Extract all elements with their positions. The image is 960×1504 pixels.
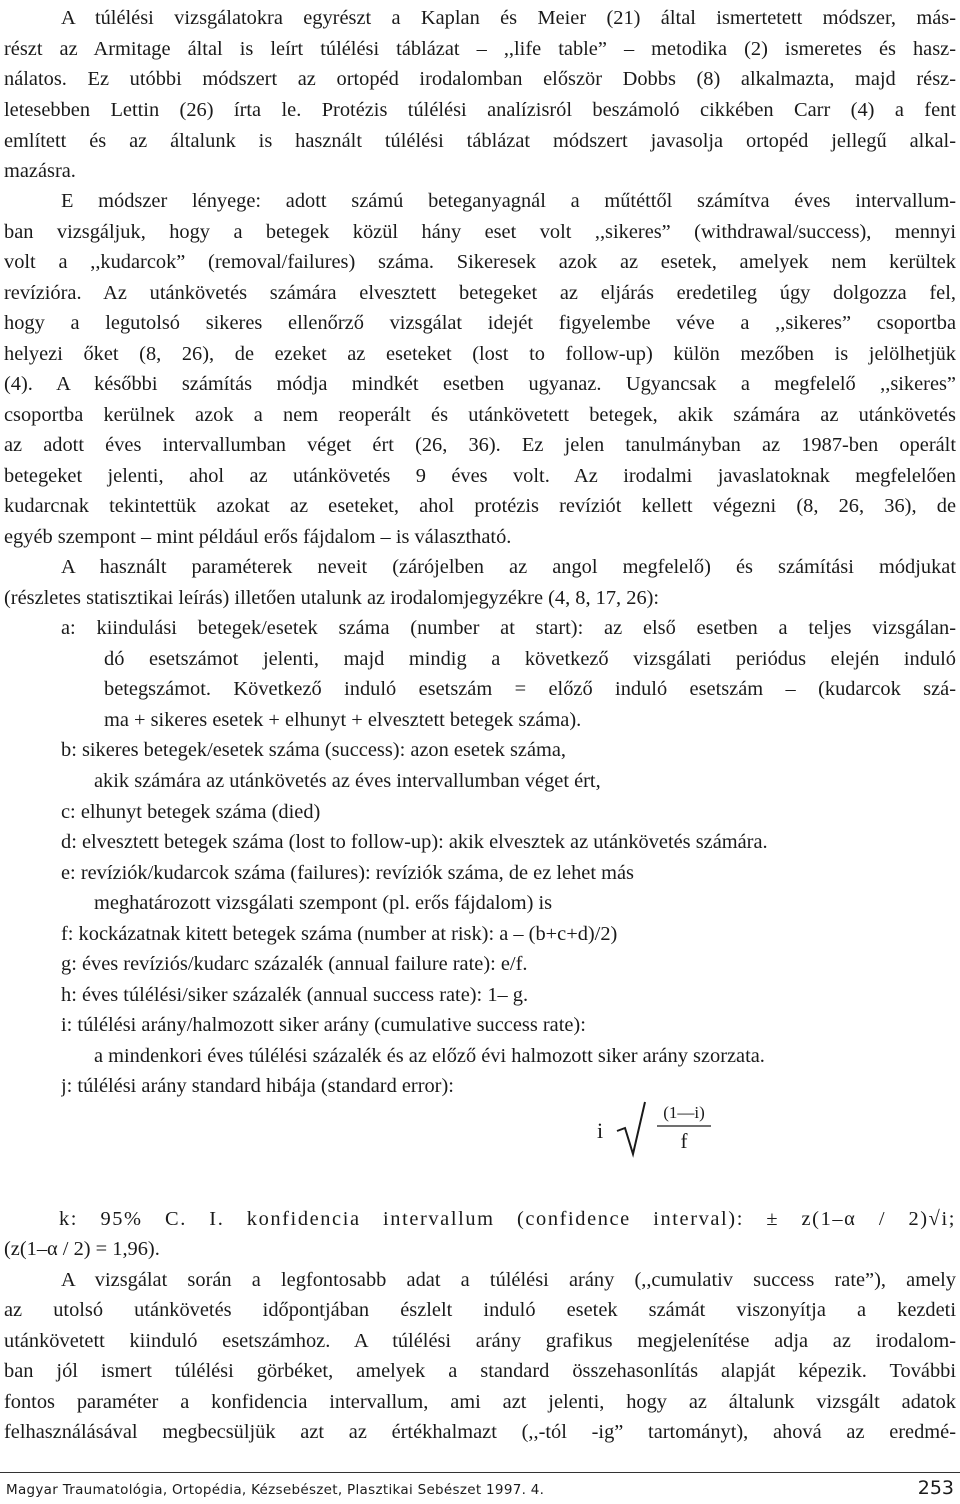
body-line: betegeket jelenti, ahol az utánkövetés 9 éves volt. Az irodalmi javaslatoknak megfelelően	[4, 465, 956, 487]
list-item-k-continuation: (z(1–α / 2) = 1,96).	[4, 1238, 160, 1260]
list-item-e: e: revíziók/kudarcok száma (failures): revíziók száma, de ez lehet más	[61, 862, 634, 884]
radical-sign-icon	[617, 1102, 645, 1154]
body-line: fontos paraméter a konfidencia intervallum, ami azt jelenti, hogy az általunk vizsgált adatok	[4, 1391, 956, 1413]
footer-divider	[0, 1472, 960, 1473]
body-line: csoportba kerülnek azok a nem reoperált és utánkövetett betegek, akik számára az utánkövetés	[4, 404, 956, 426]
list-item-h: h: éves túlélési/siker százalék (annual success rate): 1– g.	[61, 984, 529, 1006]
formula-denominator: f	[680, 1129, 688, 1153]
list-item-a: a: kiindulási betegek/esetek száma (number at start): az első esetben a teljes vizsgálan-	[61, 617, 956, 639]
body-line: A túlélési vizsgálatokra egyrészt a Kaplan és Meier (21) által ismertetett módszer, más-	[61, 7, 956, 29]
page-number: 253	[917, 1477, 954, 1499]
list-item-b-continuation: akik számára az utánkövetés az éves intervallumban véget ért,	[94, 770, 601, 792]
body-line: mazásra.	[4, 160, 76, 182]
list-item-b: b: sikeres betegek/esetek száma (success): azon esetek száma,	[61, 739, 567, 761]
body-line: E módszer lényege: adott számú beteganyagnál a műtéttől számítva éves intervallum-	[61, 190, 956, 212]
body-line: nálatos. Ez utóbbi módszert az ortopéd irodalomban először Dobbs (8) alkalmazta, majd rész-	[4, 68, 956, 90]
body-line: felhasználásával megbecsüljük azt az értékhalmazt (,,-tól -ig” tartományt), ahová az eredmé-	[4, 1421, 956, 1443]
body-line: (4). A későbbi számítás módja mindkét esetben ugyanaz. Ugyancsak a megfelelő ,,sikeres”	[4, 373, 956, 395]
body-line: (részletes statisztikai leírás) illetően utalunk az irodalomjegyzékre (4, 8, 17, 26):	[4, 587, 660, 609]
body-line: az utolsó utánkövetés időpontjában észlelt induló esetek számát viszonyítja a kezdeti	[4, 1299, 956, 1321]
list-item-g: g: éves revíziós/kudarc százalék (annual failure rate): e/f.	[61, 953, 528, 975]
body-line: kudarcnak tekintettük azokat az eseteket, ahol protézis revíziót kellett végezni (8, 26, 36), de	[4, 495, 956, 517]
list-item-a-continuation: ma + sikeres esetek + elhunyt + elvesztett betegek száma).	[104, 709, 582, 731]
list-item-e-continuation: meghatározott vizsgálati szempont (pl. erős fájdalom) is	[94, 892, 553, 914]
list-item-k: k: 95% C. I. konfidencia intervallum (confidence interval): ± z(1–α / 2)√i;	[59, 1208, 956, 1230]
list-item-i: i: túlélési arány/halmozott siker arány (cumulative success rate):	[61, 1014, 586, 1036]
body-line: helyezi őket (8, 26), de ezeket az eseteket (lost to follow-up) külön mezőben is jelölhetjük	[4, 343, 956, 365]
body-line: A vizsgálat során a legfontosabb adat a túlélési arány (,,cumulativ success rate”), amely	[61, 1269, 956, 1291]
list-item-i-continuation: a mindenkori éves túlélési százalék és az előző évi halmozott siker arány szorzata.	[94, 1045, 765, 1067]
body-line: ban jól ismert túlélési görbéket, amelyek a standard összehasonlítás alapját képezik. További	[4, 1360, 956, 1382]
body-line: részt az Armitage által is leírt túlélési táblázat – ,,life table” – metodika (2) ismeretes és hasz-	[4, 38, 956, 60]
list-item-d: d: elvesztett betegek száma (lost to follow-up): akik elvesztek az utánkövetés számára.	[61, 831, 768, 853]
list-item-f: f: kockázatnak kitett betegek száma (number at risk): a – (b+c+d)/2)	[61, 923, 618, 945]
body-line: revízióra. Az utánkövetés számára elvesztett betegeket az eljárás eredetileg úgy dolgozza fel,	[4, 282, 956, 304]
body-line: egyéb szempont – mint például erős fájdalom – is választható.	[4, 526, 512, 548]
body-line: az adott éves intervallumban véget ért (26, 36). Ez jelen tanulmányban az 1987-ben operált	[4, 434, 956, 456]
journal-footer: Magyar Traumatológia, Ortopédia, Kézsebészet, Plasztikai Sebészet 1997. 4.	[6, 1482, 545, 1498]
body-line: említett és az általunk is használt túlélési táblázat módszert javasolja ortopéd jellegű alkal-	[4, 130, 956, 152]
standard-error-formula	[595, 1094, 725, 1164]
list-item-a-continuation: betegszámot. Következő induló esetszám = előző induló esetszám – (kudarcok szá-	[104, 678, 956, 700]
body-line: A használt paraméterek neveit (zárójelben az angol megfelelő) és számítási módjukat	[61, 556, 956, 578]
list-item-j: j: túlélési arány standard hibája (standard error):	[61, 1075, 454, 1097]
formula-i: i	[597, 1118, 604, 1143]
body-line: letesebben Lettin (26) írta le. Protézis túlélési analízisról beszámoló cikkében Carr (4) a fent	[4, 99, 956, 121]
body-line: volt a ,,kudarcok” (removal/failures) száma. Sikeresek azok az esetek, amelyek nem kerültek	[4, 251, 956, 273]
body-line: ban vizsgáljuk, hogy a betegek közül hány eset volt ,,sikeres” (withdrawal/success), mennyi	[4, 221, 956, 243]
list-item-c: c: elhunyt betegek száma (died)	[61, 801, 321, 823]
body-line: utánkövetett kiinduló esetszámhoz. A túlélési arány grafikus megjelenítése adja az irodalom-	[4, 1330, 956, 1352]
list-item-a-continuation: dó esetszámot jelenti, majd mindig a következő vizsgálati periódus elején induló	[104, 648, 956, 670]
body-line: hogy a legutolsó sikeres ellenőrző vizsgálat idejét figyelembe véve a ,,sikeres” csoportba	[4, 312, 956, 334]
formula-numerator: (1—i)	[663, 1103, 705, 1122]
